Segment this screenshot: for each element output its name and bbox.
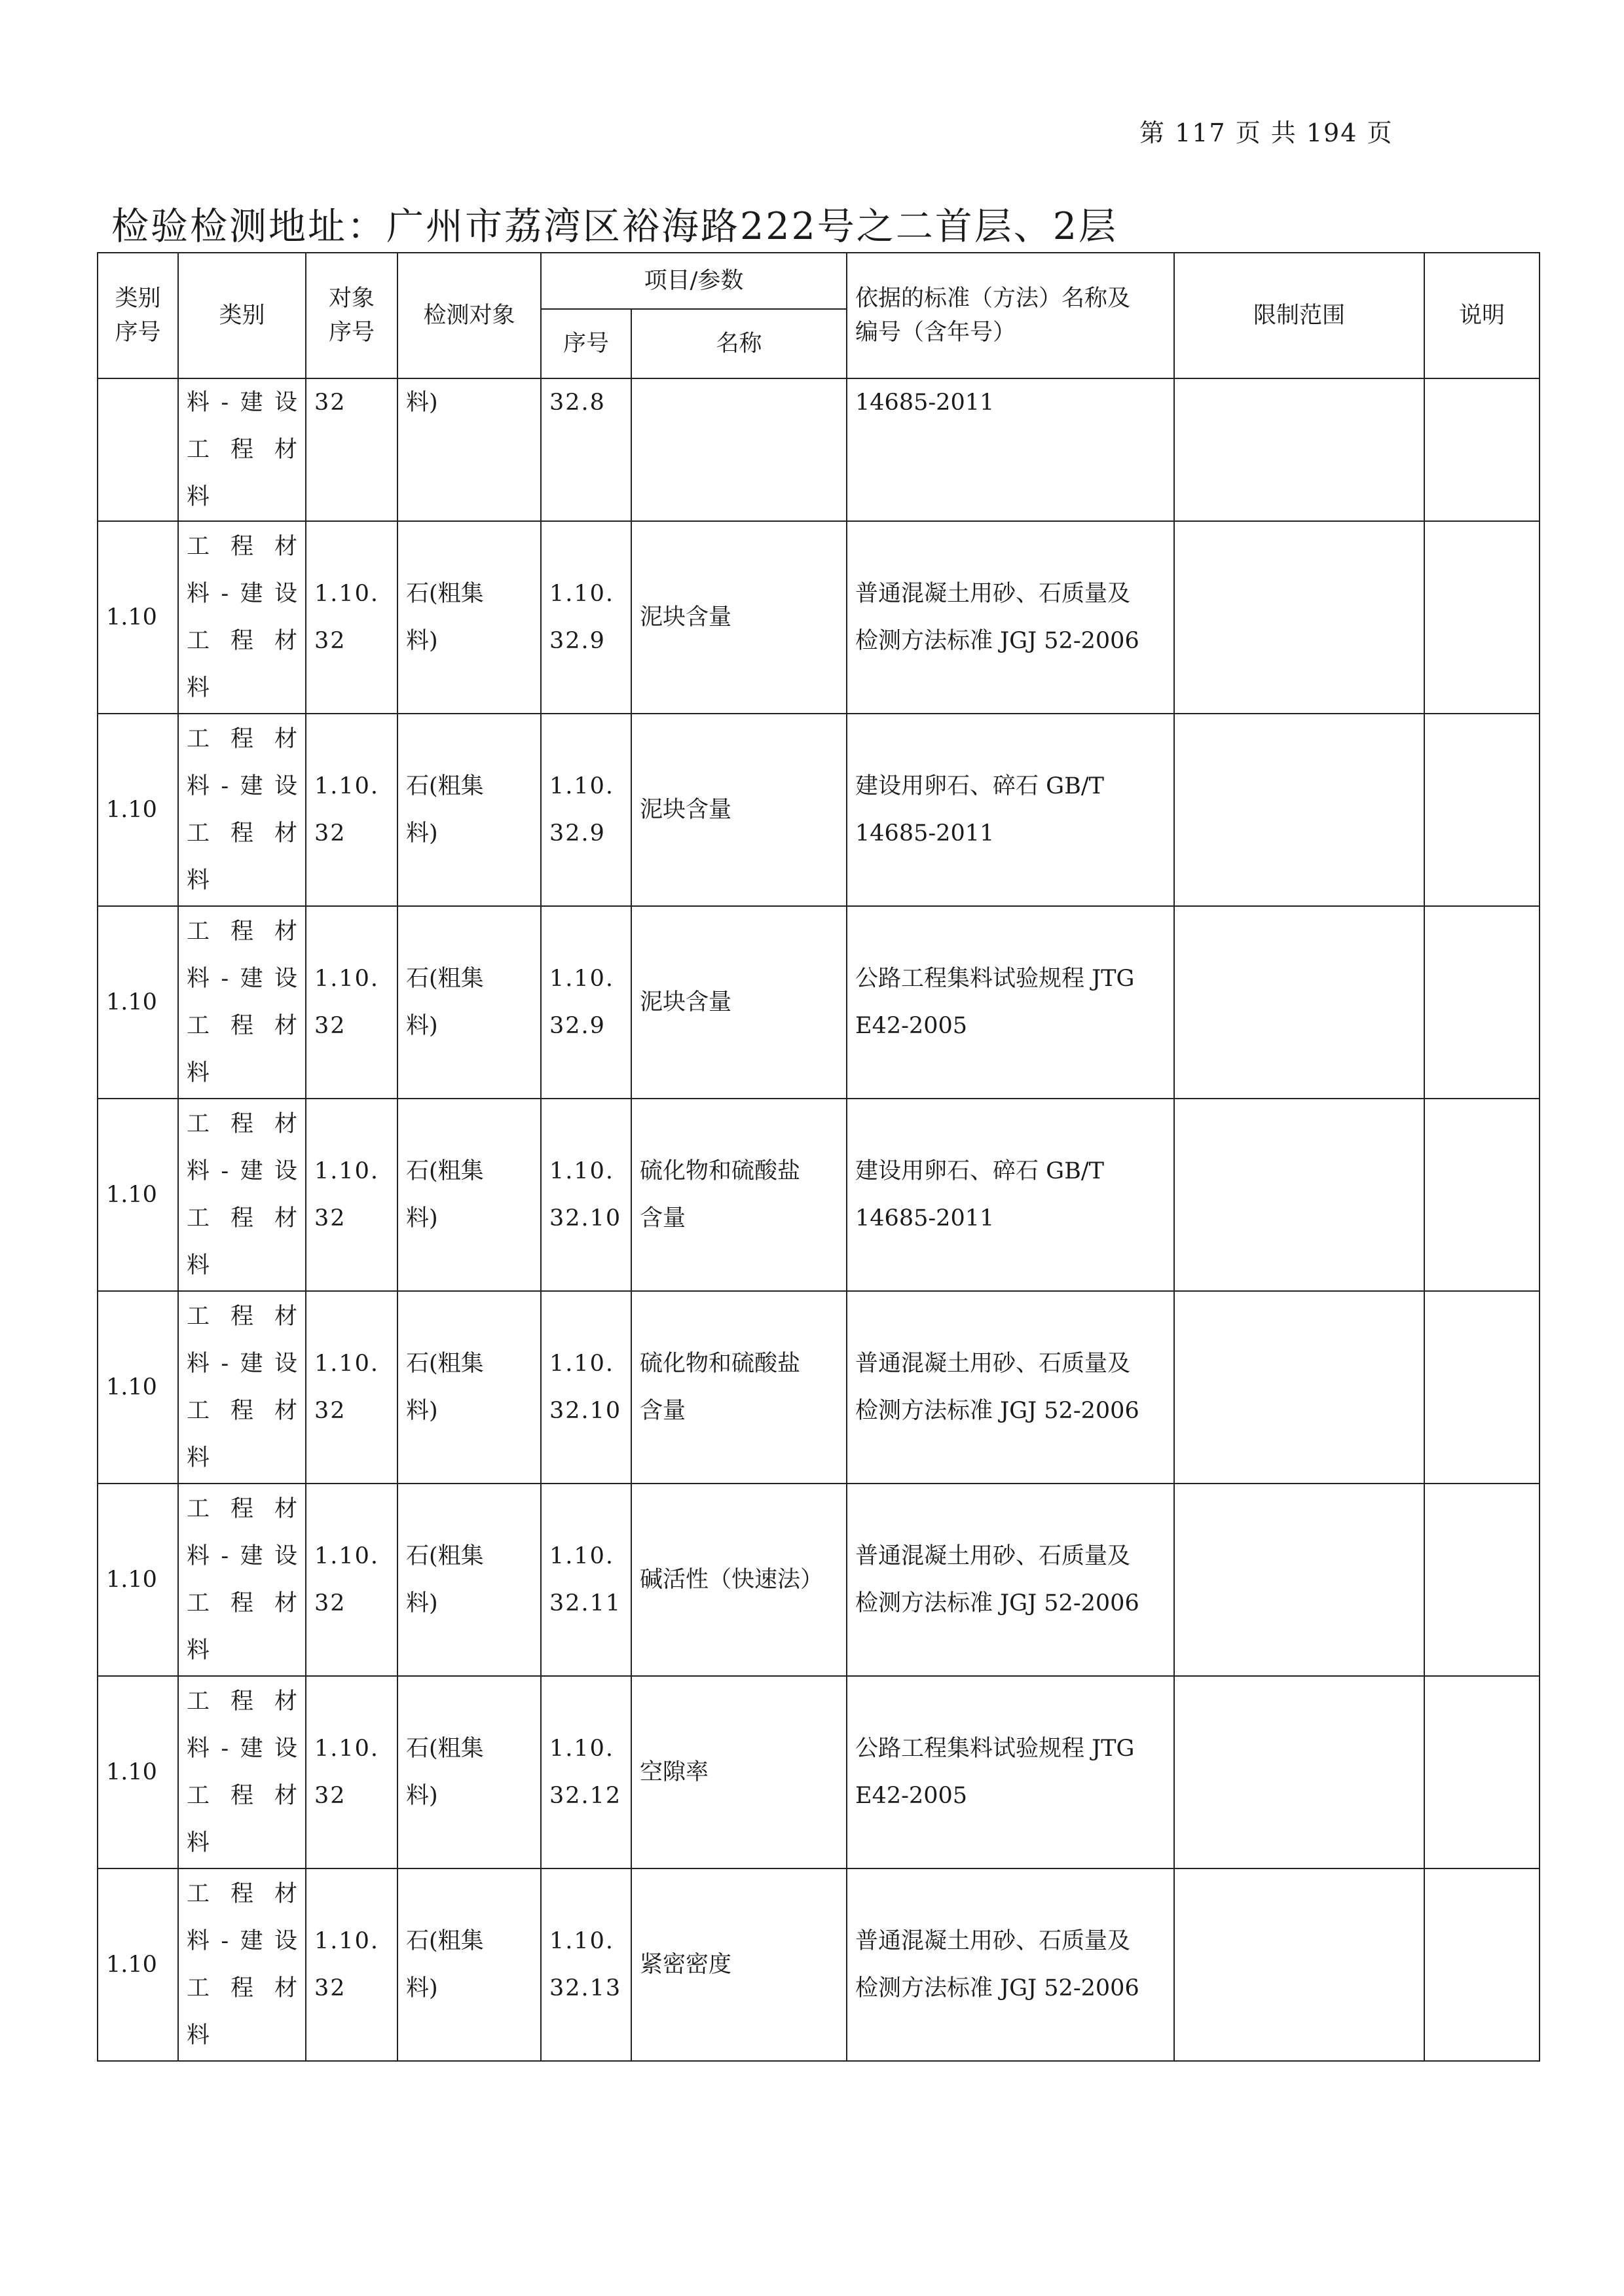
cell-object-number-line: 32 [314,1398,346,1424]
cell-category-line: 料 [187,1060,210,1086]
cell-limit-scope [1174,1868,1424,2061]
cell-test-object [397,906,541,1099]
cell-test-object [397,1291,541,1484]
cell-category-line: 料 [187,484,210,510]
cell-note [1424,1676,1540,1868]
cell-category-line: 工程材 [187,1111,297,1137]
cell-limit-scope [1174,1676,1424,1868]
cell-category-line: 料 [187,2022,210,2049]
testing-address: 检验检测地址：广州市荔湾区裕海路222号之二首层、2层 [111,205,1118,248]
cell-limit-scope [1174,714,1424,906]
cell-item-name-line: 空隙率 [640,1759,709,1785]
cell-test-object-line: 料) [406,1975,438,2001]
cell-object-number [306,1676,397,1868]
cell-item-number [541,1291,631,1484]
cell-object-number-line: 32 [314,628,346,654]
cell-category-line: 料-建设 [187,966,297,992]
cell-object-number [306,521,397,714]
cell-category-line: 工程材 [187,820,297,847]
cell-standard-line: 检测方法标准 JGJ 52-2006 [855,628,1139,654]
cell-item-number [541,1484,631,1676]
table-row [98,906,1540,1099]
cell-standard-line: 建设用卵石、碎石 GB/T [855,773,1104,799]
cell-category-line: 工程材 [187,1013,297,1039]
cell-item-number [541,1676,631,1868]
cell-category-line: 工程材 [187,1881,297,1907]
cell-note [1424,1099,1540,1291]
cell-category-line: 料 [187,1637,210,1664]
header-standard: 依据的标准（方法）名称及 编号（含年号） [847,253,1174,378]
cell-category-line: 工程材 [187,1975,297,2001]
cell-test-object-line: 料) [406,1205,438,1231]
cell-item-name-line: 含量 [640,1205,686,1231]
cell-category [178,714,306,906]
cell-category-line: 工程材 [187,628,297,654]
cell-item-name [631,1099,847,1291]
cell-item-number-line: 32.8 [549,390,606,416]
cell-item-name [631,1291,847,1484]
cell-object-number [306,714,397,906]
header-item-name: 名称 [631,309,847,378]
cell-item-name-line: 泥块含量 [640,604,732,630]
cell-item-name [631,1868,847,2061]
cell-item-number-line: 1.10. [549,581,615,607]
cell-category [178,378,306,521]
table-row [98,1099,1540,1291]
table-row [98,1484,1540,1676]
cell-category [178,1868,306,2061]
cell-category [178,521,306,714]
header-item-parameter: 项目/参数 [541,253,847,309]
cell-test-object [397,378,541,521]
cell-standard [847,1099,1174,1291]
cell-test-object-line: 料) [406,1590,438,1616]
cell-category-number: 1.10 [98,1484,178,1676]
cell-test-object-line: 料) [406,628,438,654]
cell-item-name-line: 硫化物和硫酸盐 [640,1158,801,1184]
cell-category [178,1099,306,1291]
cell-object-number [306,378,397,521]
cell-limit-scope [1174,1484,1424,1676]
cell-item-name-line: 紧密密度 [640,1952,732,1978]
table-row [98,1291,1540,1484]
cell-item-number-line: 1.10. [549,1928,615,1954]
cell-category [178,1484,306,1676]
table-row [98,378,1540,521]
cell-category-line: 工程材 [187,437,297,463]
cell-category-line: 工程材 [187,1688,297,1715]
cell-item-name [631,378,847,521]
cell-category-number: 1.10 [98,906,178,1099]
cell-category-line: 工程材 [187,726,297,752]
cell-category-line: 料-建设 [187,1158,297,1184]
cell-item-number-line: 1.10. [549,1158,615,1184]
cell-test-object-line: 料) [406,1783,438,1809]
cell-item-name-line: 硫化物和硫酸盐 [640,1351,801,1377]
cell-item-number-line: 32.9 [549,1013,606,1039]
cell-standard-line: 普通混凝土用砂、石质量及 [855,1543,1131,1569]
cell-item-name [631,906,847,1099]
cell-standard-line: 公路工程集料试验规程 JTG [855,1736,1135,1762]
cell-item-number-line: 1.10. [549,1736,615,1762]
cell-test-object [397,1868,541,2061]
cell-standard [847,378,1174,521]
cell-item-name-line: 碱活性（快速法） [640,1567,824,1593]
page-number: 第 117 页 共 194 页 [1139,118,1393,147]
cell-object-number-line: 1.10. [314,1158,380,1184]
cell-item-name-line: 泥块含量 [640,797,732,823]
cell-category-line: 料-建设 [187,1928,297,1954]
cell-category-line: 料 [187,1830,210,1856]
header-category-number: 类别 序号 [98,253,178,378]
cell-test-object [397,1099,541,1291]
cell-item-number-line: 32.10 [549,1398,622,1424]
cell-item-name [631,1676,847,1868]
cell-object-number-line: 32 [314,1205,346,1231]
cell-item-number-line: 1.10. [549,966,615,992]
cell-standard-line: 14685-2011 [855,1205,995,1231]
cell-limit-scope [1174,521,1424,714]
cell-category-line: 工程材 [187,1398,297,1424]
cell-item-number-line: 32.12 [549,1783,622,1809]
cell-item-number [541,521,631,714]
header-category: 类别 [178,253,306,378]
cell-category-line: 料-建设 [187,390,297,416]
table-row [98,1676,1540,1868]
cell-item-name-line: 泥块含量 [640,989,732,1015]
cell-category-number [98,378,178,521]
cell-standard-line: 检测方法标准 JGJ 52-2006 [855,1398,1139,1424]
cell-standard [847,1868,1174,2061]
cell-item-number-line: 32.9 [549,820,606,847]
cell-item-number-line: 32.13 [549,1975,622,2001]
cell-test-object-line: 料) [406,1013,438,1039]
cell-limit-scope [1174,378,1424,521]
cell-test-object [397,1484,541,1676]
cell-test-object-line: 石(粗集 [406,1736,484,1762]
cell-test-object-line: 石(粗集 [406,773,484,799]
cell-note [1424,906,1540,1099]
cell-test-object-line: 石(粗集 [406,1351,484,1377]
header-note: 说明 [1424,253,1540,378]
cell-standard-line: E42-2005 [855,1013,967,1039]
cell-object-number [306,906,397,1099]
header-limit-scope: 限制范围 [1174,253,1424,378]
cell-category [178,906,306,1099]
cell-category-line: 料 [187,867,210,894]
cell-category [178,1676,306,1868]
header-test-object: 检测对象 [397,253,541,378]
cell-object-number-line: 1.10. [314,966,380,992]
cell-object-number-line: 1.10. [314,1736,380,1762]
cell-category-line: 工程材 [187,1590,297,1616]
cell-limit-scope [1174,1291,1424,1484]
cell-category-line: 工程材 [187,919,297,945]
cell-test-object-line: 石(粗集 [406,581,484,607]
cell-item-number [541,906,631,1099]
cell-category-line: 工程材 [187,534,297,560]
cell-category-line: 料 [187,675,210,701]
cell-category-line: 料-建设 [187,773,297,799]
cell-object-number-line: 32 [314,390,346,416]
cell-item-name [631,714,847,906]
cell-item-name [631,521,847,714]
header-object-number: 对象 序号 [306,253,397,378]
cell-standard-line: 普通混凝土用砂、石质量及 [855,581,1131,607]
cell-category-line: 料-建设 [187,1543,297,1569]
cell-note [1424,1484,1540,1676]
cell-object-number-line: 32 [314,1590,346,1616]
cell-object-number [306,1099,397,1291]
scope-table [97,252,1540,2062]
cell-test-object-line: 料) [406,390,438,416]
cell-test-object-line: 石(粗集 [406,1158,484,1184]
cell-note [1424,378,1540,521]
cell-category-number: 1.10 [98,1099,178,1291]
cell-category-line: 料-建设 [187,581,297,607]
cell-category-line: 料 [187,1252,210,1279]
cell-category-number: 1.10 [98,1676,178,1868]
cell-object-number [306,1484,397,1676]
cell-category-number: 1.10 [98,1868,178,2061]
cell-standard-line: 公路工程集料试验规程 JTG [855,966,1135,992]
cell-standard-line: 检测方法标准 JGJ 52-2006 [855,1590,1139,1616]
cell-category-number: 1.10 [98,714,178,906]
cell-category-line: 料-建设 [187,1351,297,1377]
cell-standard-line: 建设用卵石、碎石 GB/T [855,1158,1104,1184]
table-row [98,521,1540,714]
cell-standard-line: 14685-2011 [855,390,995,416]
cell-item-number-line: 32.10 [549,1205,622,1231]
cell-category-line: 工程材 [187,1783,297,1809]
cell-category-line: 工程材 [187,1205,297,1231]
cell-category-number: 1.10 [98,1291,178,1484]
cell-standard-line: 普通混凝土用砂、石质量及 [855,1928,1131,1954]
cell-object-number-line: 32 [314,1975,346,2001]
cell-item-number [541,1868,631,2061]
cell-item-number [541,714,631,906]
cell-item-number-line: 1.10. [549,773,615,799]
cell-object-number-line: 1.10. [314,773,380,799]
cell-item-number [541,1099,631,1291]
cell-object-number-line: 1.10. [314,1543,380,1569]
cell-standard [847,1676,1174,1868]
cell-object-number-line: 32 [314,820,346,847]
cell-limit-scope [1174,906,1424,1099]
cell-object-number [306,1291,397,1484]
cell-object-number-line: 1.10. [314,581,380,607]
cell-standard [847,714,1174,906]
cell-note [1424,521,1540,714]
cell-test-object-line: 石(粗集 [406,1543,484,1569]
cell-item-number-line: 1.10. [549,1351,615,1377]
cell-category-line: 工程材 [187,1496,297,1522]
cell-test-object-line: 料) [406,1398,438,1424]
cell-item-name [631,1484,847,1676]
cell-category-number: 1.10 [98,521,178,714]
header-item-number: 序号 [541,309,631,378]
cell-object-number-line: 32 [314,1783,346,1809]
table-row [98,714,1540,906]
cell-item-number-line: 1.10. [549,1543,615,1569]
cell-standard [847,906,1174,1099]
cell-standard-line: 检测方法标准 JGJ 52-2006 [855,1975,1139,2001]
cell-standard [847,1291,1174,1484]
cell-item-number-line: 32.11 [549,1590,622,1616]
cell-item-number-line: 32.9 [549,628,606,654]
cell-test-object-line: 石(粗集 [406,1928,484,1954]
cell-test-object [397,1676,541,1868]
cell-category-line: 料-建设 [187,1736,297,1762]
cell-note [1424,714,1540,906]
cell-standard-line: 14685-2011 [855,820,995,847]
cell-limit-scope [1174,1099,1424,1291]
cell-item-number [541,378,631,521]
cell-item-name-line: 含量 [640,1398,686,1424]
cell-object-number-line: 1.10. [314,1351,380,1377]
cell-object-number-line: 32 [314,1013,346,1039]
cell-note [1424,1868,1540,2061]
cell-standard [847,1484,1174,1676]
cell-test-object [397,714,541,906]
cell-test-object-line: 石(粗集 [406,966,484,992]
table-row [98,1868,1540,2061]
cell-test-object [397,521,541,714]
cell-object-number [306,1868,397,2061]
cell-note [1424,1291,1540,1484]
cell-standard-line: 普通混凝土用砂、石质量及 [855,1351,1131,1377]
cell-standard-line: E42-2005 [855,1783,967,1809]
cell-category-line: 工程材 [187,1303,297,1330]
cell-test-object-line: 料) [406,820,438,847]
cell-standard [847,521,1174,714]
cell-category [178,1291,306,1484]
cell-category-line: 料 [187,1445,210,1471]
cell-object-number-line: 1.10. [314,1928,380,1954]
